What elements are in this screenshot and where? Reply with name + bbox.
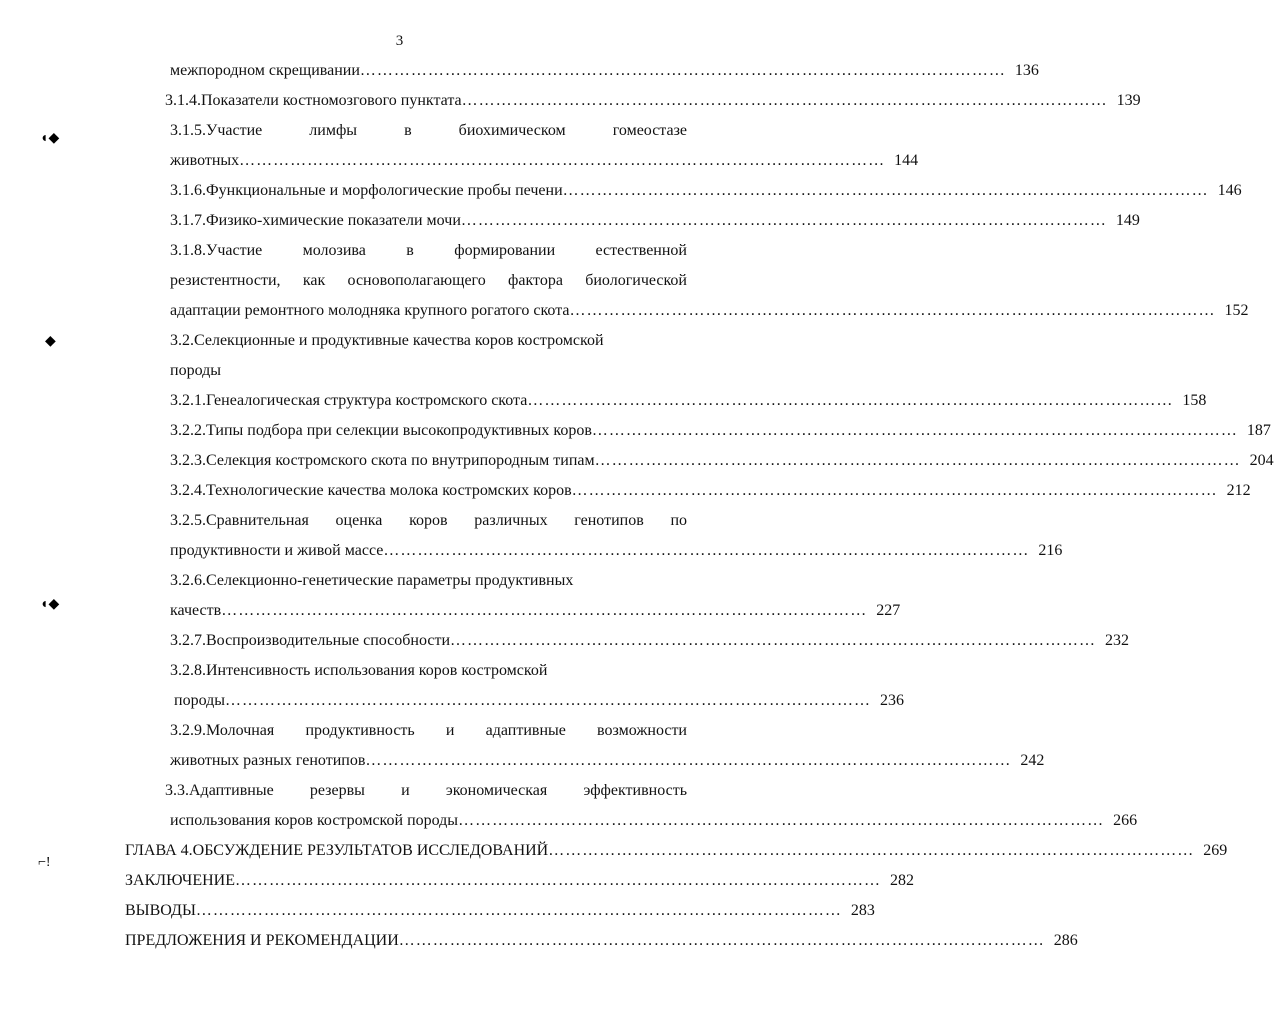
toc-entry: качеств …………………………………………………………………………………………………… 227: [170, 602, 901, 619]
toc-entry: использования коров костромской породы …………………………………………………………………………………………………… 266: [170, 812, 1138, 829]
toc-entry: 3.2.3.Селекция костромского скота по внутрипородным типам …………………………………………………………………………………………………… 204: [170, 452, 1274, 469]
toc-entry: породы: [170, 362, 221, 379]
toc-entry: резистентности, как основополагающего фактора биологической: [170, 272, 687, 289]
toc-entry: 3.1.5.Участие лимфы в биохимическом гомеостазе: [170, 122, 687, 139]
toc-entry: животных …………………………………………………………………………………………………… 144: [170, 152, 919, 169]
toc-entry: животных разных генотипов …………………………………………………………………………………………………… 242: [170, 752, 1045, 769]
toc-entry: 3.2.2.Типы подбора при селекции высокопродуктивных коров …………………………………………………………………………………………………… 187: [170, 422, 1271, 439]
toc-entry: межпородном скрещивании …………………………………………………………………………………………………… 136: [170, 62, 1039, 79]
scan-mark-4: ⌐ǃ: [38, 855, 51, 870]
toc-entry: 3.2.6.Селекционно-генетические параметры продуктивных: [170, 572, 574, 589]
toc-entry: адаптации ремонтного молодняка крупного рогатого скота …………………………………………………………………………………………………… 152: [170, 302, 1249, 319]
toc-entry: продуктивности и живой массе …………………………………………………………………………………………………… 216: [170, 542, 1063, 559]
toc-entry: 3.2.1.Генеалогическая структура костромского скота …………………………………………………………………………………………………… 158: [170, 392, 1207, 409]
toc-entry: 3.3.Адаптивные резервы и экономическая эффективность: [165, 782, 687, 799]
scan-mark-3: ◖◆: [40, 597, 60, 612]
toc-entry: породы …………………………………………………………………………………………………… 236: [174, 692, 904, 709]
page-number: 3: [395, 33, 404, 49]
toc-entry: 3.2.Селекционные и продуктивные качества коров костромской: [170, 332, 604, 349]
toc-entry: 3.2.9.Молочная продуктивность и адаптивные возможности: [170, 722, 687, 739]
toc-entry: ЗАКЛЮЧЕНИЕ …………………………………………………………………………………………………… 282: [125, 872, 914, 889]
scan-mark-1: ◖◆: [40, 131, 60, 146]
toc-entry: ГЛАВА 4.ОБСУЖДЕНИЕ РЕЗУЛЬТАТОВ ИССЛЕДОВАНИЙ …………………………………………………………………………………………………… 269: [125, 842, 1228, 859]
toc-entry: 3.1.6.Функциональные и морфологические пробы печени …………………………………………………………………………………………………… 146: [170, 182, 1242, 199]
toc-entry: 3.2.7.Воспроизводительные способности …………………………………………………………………………………………………… 232: [170, 632, 1130, 649]
toc-entry: 3.2.4.Технологические качества молока костромских коров …………………………………………………………………………………………………… 212: [170, 482, 1251, 499]
scan-mark-2: ◆: [45, 334, 56, 349]
toc-entry: ВЫВОДЫ …………………………………………………………………………………………………… 283: [125, 902, 875, 919]
toc-entry: 3.2.5.Сравнительная оценка коров различных генотипов по: [170, 512, 687, 529]
toc-entry: 3.2.8.Интенсивность использования коров костромской: [170, 662, 548, 679]
toc-entry: 3.1.4.Показатели костномозгового пунктата …………………………………………………………………………………………………… 139: [165, 92, 1141, 109]
toc-entry: 3.1.7.Физико-химические показатели мочи …………………………………………………………………………………………………… 149: [170, 212, 1140, 229]
toc-entry: 3.1.8.Участие молозива в формировании естественной: [170, 242, 687, 259]
toc-entry: ПРЕДЛОЖЕНИЯ И РЕКОМЕНДАЦИИ …………………………………………………………………………………………………… 286: [125, 932, 1078, 949]
